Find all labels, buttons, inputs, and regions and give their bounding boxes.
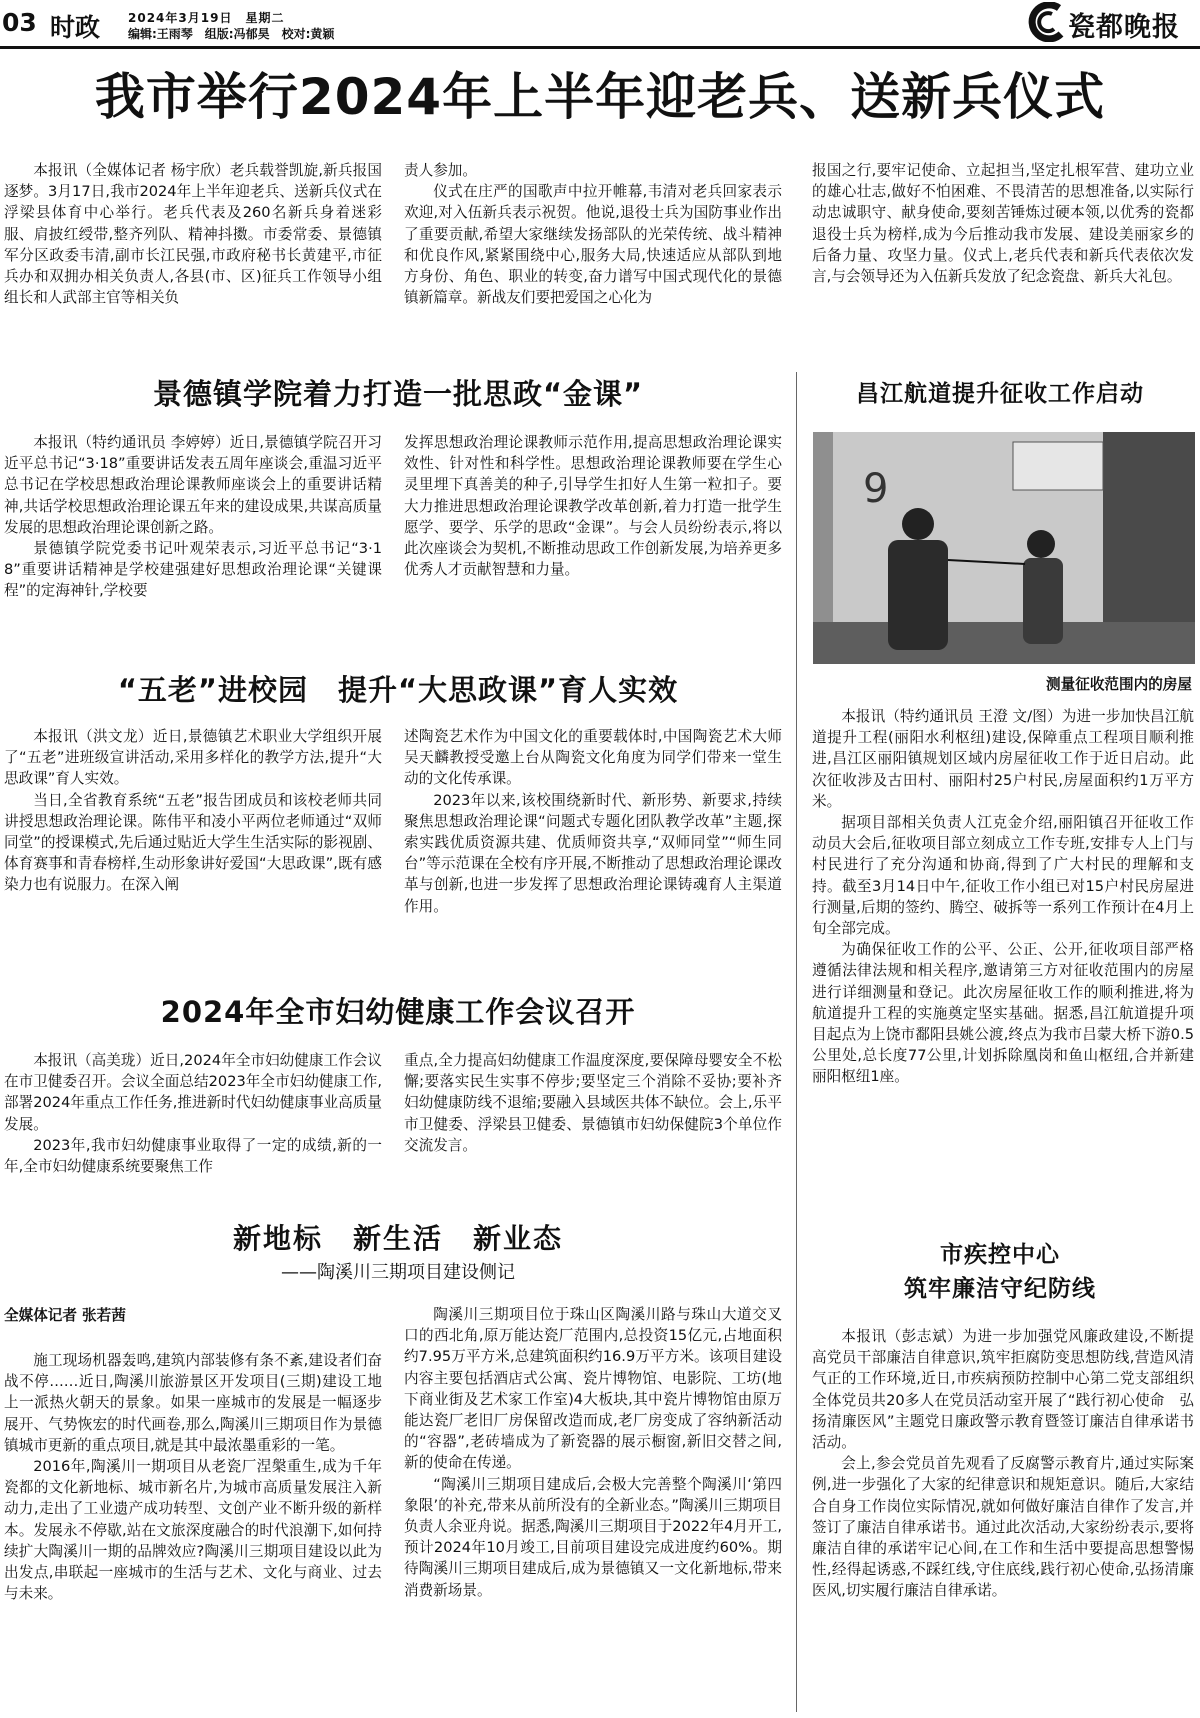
article-headline: 2024年全市妇幼健康工作会议召开 bbox=[160, 995, 636, 1029]
article-paragraph: 本报讯（高美珑）近日,2024年全市妇幼健康工作会议在市卫健委召开。会议全面总结2023年全市妇幼健康工作,部署2024年重点工作任务,推进新时代妇幼健康事业高质量发展。 bbox=[4, 1052, 382, 1133]
article-paragraph: 本报讯（特约通讯员 王澄 文/图）为进一步加快昌江航道提升工程(丽阳水利枢纽)建设,保障重点工程项目顺利推进,昌江区丽阳镇规划区域内房屋征收工作于近日启动。此次征收涉及古田村、丽阳村25户村民,房屋面积约1万平方米。 bbox=[812, 708, 1194, 810]
article-paragraph: 2023年,我市妇幼健康事业取得了一定的成绩,新的一年,全市妇幼健康系统要聚焦工作 bbox=[4, 1136, 382, 1176]
article-paragraph: 本报讯（洪文龙）近日,景德镇艺术职业大学组织开展了“五老”进班级宣讲活动,采用多样化的教学方法,提升“大思政课”育人实效。 bbox=[4, 728, 382, 788]
article-col bbox=[4, 726, 382, 896]
main-paragraph: 本报讯（全媒体记者 杨宇欣）老兵载誉凯旋,新兵报国逐梦。3月17日,我市2024年上半年迎老兵、送新兵仪式在浮梁县体育中心举行。老兵代表及260名新兵身着迷彩服、肩披红绶带,整齐列队、精神抖擞。市委常委、景德镇军分区政委韦清,副市长江民强,市政府秘书长黄建平,市征兵办和双拥办相关负责人,各县(市、区)征兵工作领导小组组长和人武部主官等相关负 bbox=[4, 162, 382, 307]
main-paragraph: 仪式在庄严的国歌声中拉开帷幕,韦清对老兵回家表示欢迎,对入伍新兵表示祝贺。他说,退役士兵为国防事业作出了重要贡献,希望大家继续发扬部队的光荣传统、战斗精神和优良作风,紧紧围绕中心,服务大局,快速适应从部队到地方身份、角色、职业的转变,奋力谱写中国式现代化的景德镇新篇章。新战友们要把爱国之心化为 bbox=[404, 183, 782, 307]
column-divider bbox=[796, 372, 797, 1712]
news-photo bbox=[813, 432, 1195, 664]
article-headline: 昌江航道提升征收工作启动 bbox=[856, 381, 1144, 407]
main-col-1 bbox=[4, 160, 382, 308]
article-paragraph: 为确保征收工作的公平、公正、公开,征收项目部严格遵循法律法规和相关程序,邀请第三方对征收范围内的房屋进行详细测量和登记。此次房屋征收工作的顺利推进,将为航道提升工程的实施奠定坚实基础。据悉,昌江航道提升项目起点为上饶市鄱阳县姚公渡,终点为我市吕蒙大桥下游0.5公里处,总长度77公里,计划拆除凰岗和鱼山枢纽,合并新建丽阳枢纽1座。 bbox=[812, 941, 1194, 1086]
page-number: 03 bbox=[2, 8, 37, 37]
article-paragraph: 当日,全省教育系统“五老”报告团成员和该校老师共同讲授思想政治理论课。陈伟平和凌小平两位老师通过“双师同堂”的授课模式,先后通过贴近大学生生活实际的影视剧、体育赛事和青春榜样,生动形象讲好爱国“大思政课”,既有感染力也有说服力。在深入阐 bbox=[4, 791, 382, 894]
section-name: 时政 bbox=[50, 13, 101, 42]
article-paragraph: 陶溪川三期项目位于珠山区陶溪川路与珠山大道交叉口的西北角,原万能达瓷厂范围内,总投资15亿元,占地面积约7.95万平方米,总建筑面积约16.9万平方米。该项目建设内容主要包括酒店式公寓、瓷片博物馆、电影院、工坊(地下商业街及艺术家工作室)4大板块,其中瓷片博物馆由原万能达瓷厂老旧厂房保留改造而成,老厂房变成了容纳新活动的“容器”,老砖墙成为了新瓷器的展示橱窗,新旧交替之间,新的使命在传递。 bbox=[404, 1306, 782, 1472]
article-paragraph: 施工现场机器轰鸣,建筑内部装修有条不紊,建设者们奋战不停……近日,陶溪川旅游景区开发项目(三期)建设工地上一派热火朝天的景象。如果一座城市的发展是一幅逐步展开、气势恢宏的时代画卷,那么,陶溪川三期项目作为景德镇城市更新的重点项目,就是其中最浓墨重彩的一笔。 bbox=[4, 1352, 382, 1454]
article-paragraph: 2016年,陶溪川一期项目从老瓷厂涅槃重生,成为千年瓷都的文化新地标、城市新名片,为城市高质量发展注入新动力,走出了工业遗产成功转型、文创产业不断升级的新样本。发展永不停歇,站在文旅深度融合的时代浪潮下,如何持续扩大陶溪川一期的品牌效应?陶溪川三期项目建设以此为出发点,串联起一座城市的生活与艺术、文化与商业、过去与未来。 bbox=[4, 1458, 382, 1603]
newspaper-logo-icon bbox=[1025, 2, 1067, 42]
newspaper-name: 瓷都晚报 bbox=[1068, 12, 1180, 43]
article-col bbox=[4, 1350, 382, 1604]
article-col bbox=[404, 432, 782, 580]
main-paragraph: 责人参加。 bbox=[404, 162, 477, 179]
article-col bbox=[4, 432, 382, 602]
article-paragraph: 重点,全力提高妇幼健康工作温度深度,要保障母婴安全不松懈;要落实民生实事不停步;要坚定三个消除不妥协;要补齐妇幼健康防线不退缩;要融入县域医共体不缺位。会上,乐平市卫健委、浮梁县卫健委、景德镇市妇幼保健院3个单位作交流发言。 bbox=[404, 1052, 782, 1154]
article-headline: 筑牢廉洁守纪防线 bbox=[904, 1276, 1096, 1302]
article-paragraph: 会上,参会党员首先观看了反腐警示教育片,通过实际案例,进一步强化了大家的纪律意识和规矩意识。随后,大家结合自身工作岗位实际情况,就如何做好廉洁自律作了发言,并签订了廉洁自律承诺书。通过此次活动,大家纷纷表示,要将廉洁自律的承诺牢记心间,在工作和生活中要提高思想警惕性,经得起诱惑,不踩红线,守住底线,践行初心使命,弘扬清廉医风,切实履行廉洁自律承诺。 bbox=[812, 1455, 1194, 1600]
article-col bbox=[812, 706, 1194, 1088]
article-col bbox=[404, 1304, 782, 1601]
main-paragraph: 报国之行,要牢记使命、立起担当,坚定扎根军营、建功立业的雄心壮志,做好不怕困难、不畏清苦的思想准备,以实际行动忠诚职守、献身使命,要刻苦锤炼过硬本领,以优秀的瓷都退役士兵为榜样,成为今后推动我市发展、建设美丽家乡的后备力量、攻坚力量。仪式上,老兵代表和新兵代表依次发言,与会领导还为入伍新兵发放了纪念瓷盘、新兵大礼包。 bbox=[812, 162, 1194, 286]
masthead bbox=[0, 0, 1200, 44]
issue-date: 2024年3月19日 星期二 bbox=[128, 11, 285, 25]
svg-text:9: 9 bbox=[863, 466, 889, 512]
article-headline: 市疾控中心 bbox=[940, 1242, 1060, 1268]
article-col bbox=[404, 726, 782, 917]
article-headline: 景德镇学院着力打造一批思政“金课” bbox=[152, 377, 644, 411]
main-headline: 我市举行2024年上半年迎老兵、送新兵仪式 bbox=[94, 68, 1106, 126]
photo-caption: 测量征收范围内的房屋 bbox=[1046, 676, 1192, 693]
article-paragraph: 2023年以来,该校围绕新时代、新形势、新要求,持续聚焦思想政治理论课“问题式专题化团队教学改革”主题,探索实践优质资源共建、优质师资共享,“双师同堂”“师生同台”等示范课在全校有序开展,不断推动了思想政治理论课改革与创新,也进一步发挥了思想政治理论课铸魂育人主渠道作用。 bbox=[404, 791, 782, 915]
article-paragraph: 据项目部相关负责人江克金介绍,丽阳镇召开征收工作动员大会后,征收项目部立刻成立工作专班,安排专人上门与村民进行了充分沟通和协商,得到了广大村民的理解和支持。截至3月14日中午,征收工作小组已对15户村民房屋进行测量,后期的签约、腾空、破拆等一系列工作预计在4月上旬全部完成。 bbox=[812, 814, 1194, 938]
article-col bbox=[812, 1326, 1194, 1602]
main-col-3 bbox=[812, 160, 1194, 287]
article-paragraph: “陶溪川三期项目建成后,会极大完善整个陶溪川‘第四象限’的补充,带来从前所没有的全新业态。”陶溪川三期项目负责人余亚舟说。据悉,陶溪川三期项目于2022年4月开工,预计2024年10月竣工,目前项目建设完成进度约60%。期待陶溪川三期项目建成后,成为景德镇又一文化新地标,带来消费新场景。 bbox=[404, 1475, 782, 1599]
article-col bbox=[4, 1050, 382, 1177]
article-paragraph: 述陶瓷艺术作为中国文化的重要载体时,中国陶瓷艺术大师吴天麟教授受邀上台从陶瓷文化角度为同学们带来一堂生动的文化传承课。 bbox=[404, 728, 782, 788]
main-col-2 bbox=[404, 160, 782, 308]
article-paragraph: 本报讯（彭志斌）为进一步加强党风廉政建设,不断提高党员干部廉洁自律意识,筑牢拒腐防变思想防线,营造风清气正的工作环境,近日,市疾病预防控制中心第二党支部组织全体党员共20多人在党员活动室开展了“践行初心使命 弘扬清廉医风”主题党日廉政警示教育暨签订廉洁自律承诺书活动。 bbox=[812, 1328, 1194, 1452]
surveyors-photo-icon bbox=[813, 432, 1195, 664]
article-headline: “五老”进校园 提升“大思政课”育人实效 bbox=[117, 673, 679, 707]
article-headline: 新地标 新生活 新业态 bbox=[232, 1222, 563, 1255]
byline: 全媒体记者 张若茜 bbox=[4, 1307, 126, 1324]
editors-line: 编辑:王雨琴 组版:冯郁昊 校对:黄颖 bbox=[128, 27, 335, 41]
article-paragraph: 景德镇学院党委书记叶观荣表示,习近平总书记“3·18”重要讲话精神是学校建强建好思想政治理论课“关键课程”的定海神针,学校要 bbox=[4, 540, 382, 600]
article-paragraph: 发挥思想政治理论课教师示范作用,提高思想政治理论课实效性、针对性和科学性。思想政治理论课教师要在学生心灵里埋下真善美的种子,引导学生扣好人生第一粒扣子。要大力推进思想政治理论课教学改革创新,着力打造一批学生愿学、要学、乐学的思政“金课”。与会人员纷纷表示,将以此次座谈会为契机,不断推动思政工作创新发展,为培养更多优秀人才贡献智慧和力量。 bbox=[404, 434, 782, 579]
article-col bbox=[404, 1050, 782, 1156]
article-subtitle: ——陶溪川三期项目建设侧记 bbox=[281, 1262, 515, 1283]
article-paragraph: 本报讯（特约通讯员 李婷婷）近日,景德镇学院召开习近平总书记“3·18”重要讲话发表五周年座谈会,重温习近平总书记在学校思想政治理论课教师座谈会上的重要讲话精神,共话学校思想政治理论课五年来的建设成果,共谋高质量发展的思想政治理论课创新之路。 bbox=[4, 434, 382, 536]
